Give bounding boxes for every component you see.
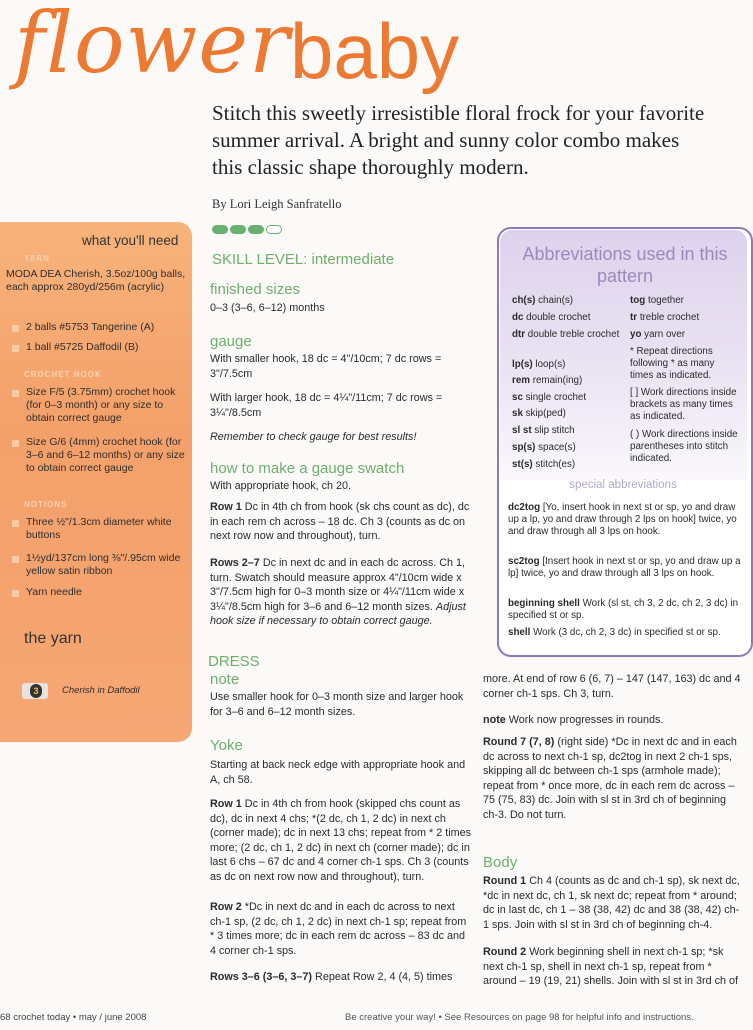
dress-heading: DRESS — [208, 653, 260, 670]
special-abbr-entry: beginning shell Work (sl st, ch 3, 2 dc, ch 2, 3 dc) in specified st or sp. — [508, 598, 739, 622]
swatch-rows-2-7: Rows 2–7 Dc in next dc and in each dc across. Ch 1, turn. Swatch should measure approx 4"/10cm wide x 3"/7.5cm high for 0–3 month size or 4¼"/11cm wide x 3¼"/8.5cm high for 3–6 and 6–12 month sizes. Adjust hook size if necessary to obtain correct gauge. — [210, 557, 466, 627]
bullet-icon — [12, 325, 19, 332]
hook-item: Size G/6 (4mm) crochet hook (for 3–6 and 6–12 months) or any size to obtain correct gauge — [26, 436, 185, 474]
materials-sidebar — [0, 222, 192, 742]
gauge-note: Remember to check gauge for best results! — [210, 431, 417, 443]
skill-pip — [212, 225, 228, 234]
intro-text: Stitch this sweetly irresistible floral frock for your favorite summer arrival. A bright and sunny color combo makes this classic shape thoroughly modern. — [212, 101, 705, 179]
special-abbr-entry: shell Work (3 dc, ch 2, 3 dc) in specified st or sp. — [508, 627, 721, 638]
hook-section-heading: CROCHET HOOK — [24, 370, 102, 379]
abbr-note: * Repeat directions following * as many times as indicated. — [630, 346, 715, 381]
bullet-icon — [12, 556, 19, 563]
bullet-icon — [12, 590, 19, 597]
abbr-entry: tog together — [630, 295, 684, 306]
title-sans-word: baby — [290, 7, 460, 95]
bullet-icon — [12, 390, 19, 397]
yarn-weight-icon — [22, 683, 48, 699]
skill-level-meter — [212, 225, 284, 236]
yoke-rows-3-6: Rows 3–6 (3–6, 3–7) Repeat Row 2, 4 (4, 5) times — [210, 971, 453, 983]
yoke-continued: more. At end of row 6 (6, 7) – 147 (147, 163) dc and 4 corner ch-1 sps. Ch 3, turn. — [483, 673, 741, 700]
swatch-row-1: Row 1 Dc in 4th ch from hook (sk chs count as dc), dc in each rem ch across – 18 dc. Ch 3 (counts as dc on next row now and throughout), turn. — [210, 501, 470, 542]
swatch-heading: how to make a gauge swatch — [210, 460, 405, 477]
abbr-entry: sp(s) space(s) — [512, 442, 576, 453]
yarn-label: Cherish in Daffodil — [62, 685, 140, 696]
abbr-entry: sc single crochet — [512, 392, 587, 403]
gauge-text: With larger hook, 18 dc = 4¼"/11cm; 7 dc rows = 3¼"/8.5cm — [210, 392, 443, 419]
abbr-entry: dtr double treble crochet — [512, 329, 620, 340]
abbr-note: [ ] Work directions inside brackets as many times as indicated. — [630, 387, 737, 422]
yoke-heading: Yoke — [210, 737, 243, 754]
finished-sizes-text: 0–3 (3–6, 6–12) months — [210, 302, 325, 314]
abbr-entry: tr treble crochet — [630, 312, 700, 323]
abbr-entry: ch(s) chain(s) — [512, 295, 574, 306]
yarn-description: MODA DEA Cherish, 3.5oz/100g balls, each approx 280yd/256m (acrylic) — [6, 268, 186, 293]
the-yarn-heading: the yarn — [24, 630, 82, 647]
body-round-2: Round 2 Work beginning shell in next ch-1 sp; *sk next ch-1 sp, shell in next ch-1 sp, repeat from * around – 19 (19, 21) shells. Join with sl st in 3rd ch of — [483, 946, 739, 987]
swatch-intro: With appropriate hook, ch 20. — [210, 480, 352, 492]
notions-section-heading: NOTIONS — [24, 500, 68, 509]
gauge-heading: gauge — [210, 333, 252, 350]
page-footer-left: 68 crochet today • may / june 2008 — [0, 1012, 147, 1023]
abbr-entry: lp(s) loop(s) — [512, 359, 566, 370]
page-footer-right: Be creative your way! • See Resources on page 98 for helpful info and instructions. — [345, 1012, 694, 1023]
body-round-1: Round 1 Ch 4 (counts as dc and ch-1 sp), sk next dc, *dc in next dc, ch 1, sk next dc; repeat from * around; dc in last dc, ch 1 – 38 (38, 42) dc and 38 (38, 42) ch-1 sps. Join with sl st in 3rd ch of beginning ch-4. — [483, 875, 740, 931]
yarn-item: 2 balls #5753 Tangerine (A) — [26, 321, 155, 333]
yarn-item: 1 ball #5725 Daffodil (B) — [26, 341, 139, 353]
abbr-entry: sk skip(ped) — [512, 408, 566, 419]
yoke-row-1: Row 1 Dc in 4th ch from hook (skipped chs count as dc), dc in next 4 chs; *(2 dc, ch 1, 2 dc) in next ch (corner made); dc in next 13 chs; repeat from * 2 times more; (2 dc, ch 1, 2 dc) in next ch (corner made); dc in last 6 chs – 67 dc and 4 corner ch-1 sps. Ch 3 (counts as dc on next row now and throughout), turn. — [210, 798, 472, 883]
yarn-section-heading: YARN — [24, 254, 50, 263]
byline: By Lori Leigh Sanfratello — [212, 197, 342, 211]
skill-level: SKILL LEVEL: intermediate — [212, 251, 395, 268]
finished-sizes-heading: finished sizes — [210, 281, 301, 298]
special-abbr-entry: dc2tog [Yo, insert hook in next st or sp, yo and draw up a lp, yo and draw through 2 lps on hook] twice, yo and draw through all 3 lps on hook. — [508, 502, 737, 538]
abbr-entry: sl st slip stitch — [512, 425, 575, 436]
dress-note-heading: note — [210, 671, 240, 688]
dress-note: Use smaller hook for 0–3 month size and larger hook for 3–6 and 6–12 month sizes. — [210, 691, 464, 718]
yoke-row-2: Row 2 *Dc in next dc and in each dc across to next ch-1 sp, (2 dc, ch 1, 2 dc) in next ch-1 sp; repeat from * 3 times more; dc in each rem dc across – 83 dc and 4 corner ch-1 sps. — [210, 901, 467, 957]
abbreviations-title: Abbreviations used in this pattern — [522, 244, 728, 286]
special-abbreviations-heading: special abbreviations — [569, 479, 677, 491]
skill-pip — [266, 225, 282, 234]
title-script-word: flower — [14, 0, 291, 92]
bullet-icon — [12, 440, 19, 447]
rounds-note: note Work now progresses in rounds. — [483, 714, 664, 726]
gauge-text: With smaller hook, 18 dc = 4"/10cm; 7 dc rows = 3"/7.5cm — [210, 353, 442, 380]
abbr-entry: rem remain(ing) — [512, 375, 583, 386]
abbr-note: ( ) Work directions inside parentheses into stitch indicated. — [630, 429, 738, 464]
abbr-entry: yo yarn over — [630, 329, 686, 340]
yoke-round-7: Round 7 (7, 8) (right side) *Dc in next dc and in each dc across to next ch-1 sp, dc2tog in next 2 ch-1 sps, skipping all dc between ch-1 sps (armhole made); repeat from * once more, dc in each rem dc across – 75 (75, 83) dc. Join with sl st in 3rd ch of beginning ch-3. Do not turn. — [483, 736, 737, 821]
body-heading: Body — [483, 854, 518, 871]
bullet-icon — [12, 520, 19, 527]
notion-item: Yarn needle — [26, 586, 82, 598]
abbr-entry: st(s) stitch(es) — [512, 459, 576, 470]
notion-item: Three ½"/1.3cm diameter white buttons — [26, 516, 172, 541]
abbr-entry: dc double crochet — [512, 312, 591, 323]
yarn-weight-number: 3 — [30, 684, 42, 698]
special-abbr-entry: sc2tog [Insert hook in next st or sp, yo and draw up a lp] twice, yo and draw through all 3 lps on hook. — [508, 556, 741, 580]
skill-pip — [248, 225, 264, 234]
what-you-need-heading: what you'll need — [82, 233, 179, 248]
notion-item: 1½yd/137cm long ⅜"/.95cm wide yellow satin ribbon — [26, 552, 181, 577]
bullet-icon — [12, 345, 19, 352]
hook-item: Size F/5 (3.75mm) crochet hook (for 0–3 month) or any size to obtain correct gauge — [26, 386, 176, 424]
yoke-intro: Starting at back neck edge with appropriate hook and A, ch 58. — [210, 759, 466, 786]
skill-pip — [230, 225, 246, 234]
